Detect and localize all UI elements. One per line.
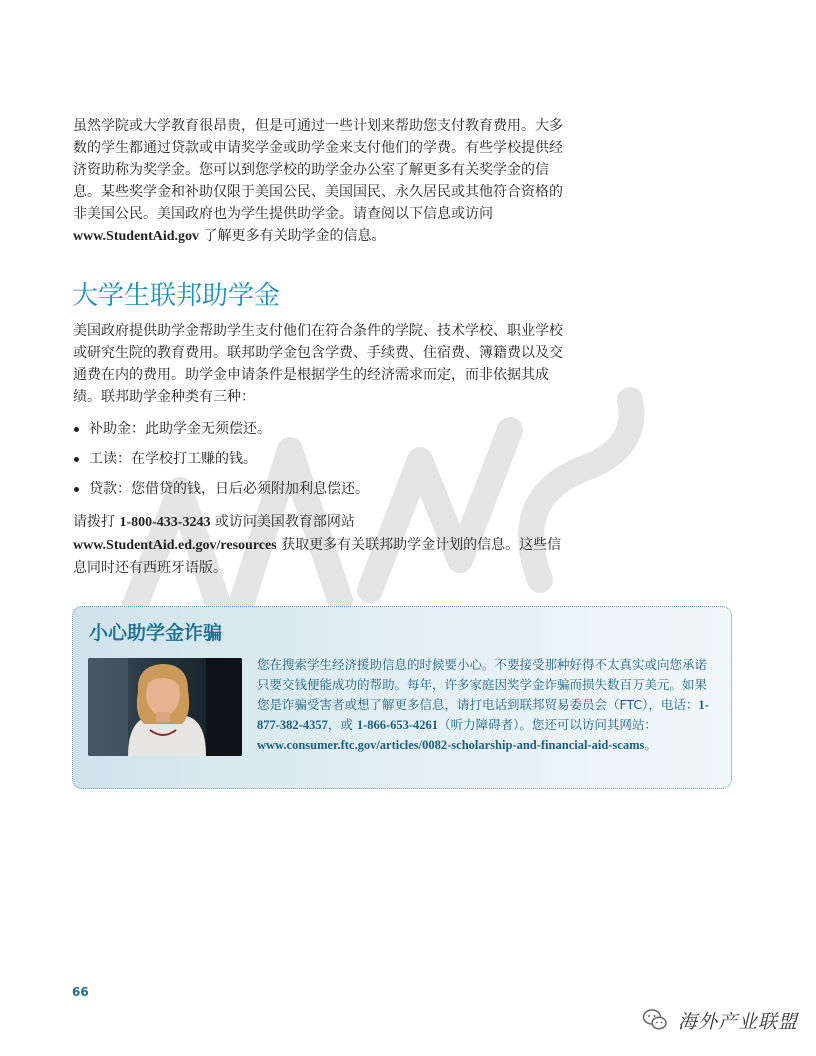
list-item: 工读：在学校打工赚的钱。 (73, 444, 563, 474)
section-heading: 大学生联邦助学金 (72, 281, 281, 311)
ftc-phone: 1-877-382-4357 (257, 698, 709, 732)
phone-number: 1-800-433-3243 (119, 515, 211, 530)
intro-paragraph: 虽然学院或大学教育很昂贵，但是可通过一些计划来帮助您支付教育费用。大多数的学生都通过贷款或申请奖学金或助学金来支付他们的学费。有些学校提供经济资助称为奖学金。您可以到您学校的助学金办公室了解更多有关奖学金的信息。某些奖学金和补助仅限于美国公民、美国国民、永久居民或其他符合资格的非美国公民。美国政府也为学生提供助学金。请查阅以下信息或访问 www.StudentAid.gov 了解更多有关助学金的信息。 (73, 118, 563, 244)
footer-watermark (642, 1003, 798, 1037)
list-item: 贷款：您借贷的钱，日后必须附加利息偿还。 (73, 474, 563, 504)
callout-title: 小心助学金诈骗 (89, 622, 223, 644)
studentaid-resources-link[interactable]: www.StudentAid.ed.gov/resources (73, 538, 277, 553)
callout-text: 您在搜索学生经济援助信息的时候要小心。不要接受那种好得不太真实或向您承诺只要交钱便能成功的帮助。每年，许多家庭因奖学金诈骗而损失数百万美元。如果您是诈骗受害者或想了解更多信息，请打电话到联邦贸易委员会（FTC），电话：1-877-382-4357，或 1-866-653-4261（听力障碍者）。您还可以访问其网站：www.consumer.ftc.gov/articles/0082-scholarship-and-financial-aid-scams。 (257, 657, 709, 752)
reference-paragraph: 请拨打 1-800-433-3243 或访问美国教育部网站 www.StudentAid.ed.gov/resources 获取更多有关联邦助学金计划的信息。这些信息同时还有西班牙语版。 (73, 514, 562, 576)
studentaid-link[interactable]: www.StudentAid.gov (73, 229, 200, 244)
section-paragraph: 美国政府提供助学金帮助学生支付他们在符合条件的学院、技术学校、职业学校或研究生院的教育费用。联邦助学金包含学费、手续费、住宿费、簿籍费以及交通费在内的费用。助学金申请条件是根据学生的经济需求而定，而非依据其成绩。联邦助学金种类有三种： (73, 323, 563, 405)
aid-types-list (73, 414, 563, 504)
ftc-tty-phone: 1-866-653-4261 (356, 718, 439, 732)
woman-photo (88, 658, 242, 756)
ftc-scam-link[interactable]: www.consumer.ftc.gov/articles/0082-scholarship-and-financial-aid-scams (257, 738, 645, 752)
list-item: 补助金：此助学金无须偿还。 (73, 414, 563, 444)
scam-warning-callout (72, 606, 732, 789)
wechat-icon (642, 1007, 668, 1033)
footer-label: 海外产业联盟 (678, 1010, 799, 1033)
page-number: 66 (72, 985, 89, 999)
